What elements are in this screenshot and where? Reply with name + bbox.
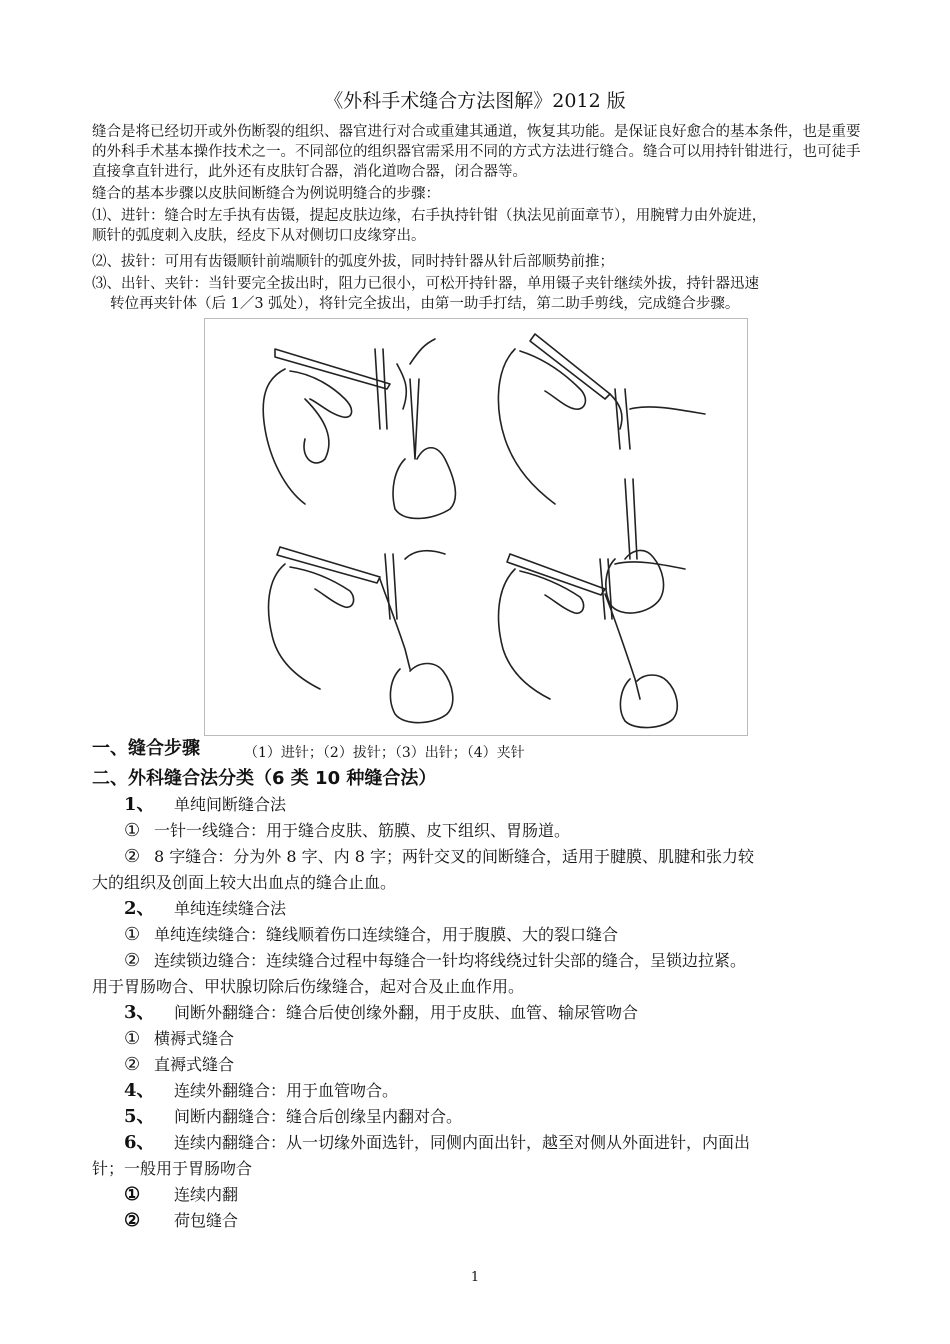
- item-text: 8 字缝合：分为外 8 字、内 8 字；两针交叉的间断缝合，适用于腱膜、肌腱和张力较: [154, 847, 754, 866]
- item-text: 连续锁边缝合：连续缝合过程中每缝合一针均将线绕过针尖部的缝合，呈锁边拉紧。: [154, 951, 747, 970]
- list-item: [92, 1078, 862, 1104]
- list-item: [92, 792, 862, 818]
- intro-paragraph: 缝合是将已经切开或外伤断裂的组织、器官进行对合或重建其通道，恢复其功能。是保证良好愈合的基本条件，也是重要的外科手术基本操作技术之一。不同部位的组织器官需采用不同的方式方法进行缝合。缝合可以用持针钳进行，也可徒手直接拿直针进行，此外还有皮肤钉合器，消化道吻合器，闭合器等。: [92, 124, 861, 180]
- classification-list: [92, 792, 862, 1234]
- step-2: ⑵、拔针：可用有齿镊顺针前端顺针的弧度外拔，同时持针器从针后部顺势前推；: [92, 254, 614, 270]
- item-text: 连续外翻缝合：用于血管吻合。: [174, 1081, 399, 1100]
- list-item: [92, 1052, 862, 1078]
- list-item: [92, 844, 862, 870]
- item-marker: ①: [124, 1184, 141, 1205]
- item-text: 单纯连续缝合法: [174, 899, 287, 918]
- suturing-steps-drawing: [205, 319, 747, 735]
- item-text: 横褥式缝合: [154, 1029, 235, 1048]
- list-item: [92, 1130, 862, 1156]
- item-text: 直褥式缝合: [154, 1055, 235, 1074]
- suturing-steps-illustration: [204, 318, 748, 736]
- item-text: 荷包缝合: [174, 1211, 239, 1230]
- list-item: [92, 922, 862, 948]
- item-marker: ①: [124, 924, 141, 945]
- section-2-heading: 二、外科缝合法分类（6 类 10 种缝合法）: [92, 768, 437, 789]
- list-item-continuation: 用于胃肠吻合、甲状腺切除后伤缘缝合，起对合及止血作用。: [92, 977, 525, 996]
- item-number: 1、: [124, 794, 155, 815]
- figure-caption: （1）进针；（2）拔针；（3）出针；（4）夹针: [244, 745, 525, 761]
- list-item-continuation: 大的组织及创面上较大出血点的缝合止血。: [92, 873, 397, 892]
- item-marker: ①: [124, 1028, 141, 1049]
- item-marker: ②: [124, 846, 141, 867]
- step-3: [92, 274, 862, 314]
- panel-insert-needle: [263, 339, 455, 518]
- item-text: 单纯间断缝合法: [174, 795, 287, 814]
- list-item: [92, 1026, 862, 1052]
- list-item: [92, 896, 862, 922]
- item-number: 3、: [124, 1002, 155, 1023]
- list-item-continuation: 针；一般用于胃肠吻合: [92, 1159, 253, 1178]
- list-item: [92, 948, 862, 974]
- item-number: 2、: [124, 898, 155, 919]
- list-item: [92, 1000, 862, 1026]
- document-title: 《外科手术缝合方法图解》2012 版: [324, 90, 626, 112]
- list-item: [92, 1104, 862, 1130]
- item-text: 连续内翻: [174, 1185, 239, 1204]
- item-number: 5、: [124, 1106, 155, 1127]
- step-1: [92, 206, 862, 246]
- intro-steps-lead: 缝合的基本步骤以皮肤间断缝合为例说明缝合的步骤：: [92, 186, 440, 202]
- list-item: [92, 1182, 862, 1208]
- item-text: 连续内翻缝合：从一切缘外面选针，同侧内面出针，越至对侧从外面进针，内面出: [174, 1133, 751, 1152]
- item-text: 间断内翻缝合：缝合后创缘呈内翻对合。: [174, 1107, 463, 1126]
- item-number: 6、: [124, 1132, 155, 1153]
- item-marker: ②: [124, 1054, 141, 1075]
- list-item: [92, 1208, 862, 1234]
- item-text: 单纯连续缝合：缝线顺着伤口连续缝合，用于腹膜、大的裂口缝合: [154, 925, 619, 944]
- page-number: 1: [470, 1270, 480, 1285]
- item-text: 间断外翻缝合：缝合后使创缘外翻，用于皮肤、血管、输尿管吻合: [174, 1003, 639, 1022]
- panel-clamp-needle: [499, 554, 685, 728]
- item-number: 4、: [124, 1080, 155, 1101]
- item-text: 一针一线缝合：用于缝合皮肤、筋膜、皮下组织、胃肠道。: [154, 821, 571, 840]
- step-1-line-1: ⑴、进针：缝合时左手执有齿镊，提起皮肤边缘，右手执持针钳（执法见前面章节），用腕臂力由外旋进，: [92, 208, 767, 224]
- list-item: [92, 818, 862, 844]
- step-3-line-2: 转位再夹针体（后 1／3 弧处），将针完全拔出，由第一助手打结，第二助手剪线，完成缝合步骤。: [110, 296, 740, 312]
- step-3-line-1: ⑶、出针、夹针：当针要完全拔出时，阻力已很小，可松开持针器，单用镊子夹针继续外拔，持针器迅速: [92, 276, 759, 292]
- item-marker: ②: [124, 1210, 141, 1231]
- section-1-heading: 一、缝合步骤: [92, 738, 200, 759]
- item-marker: ①: [124, 820, 141, 841]
- step-1-line-2: 顺针的弧度刺入皮肤，经皮下从对侧切口皮缘穿出。: [92, 228, 426, 244]
- item-marker: ②: [124, 950, 141, 971]
- panel-exit-needle: [269, 547, 453, 723]
